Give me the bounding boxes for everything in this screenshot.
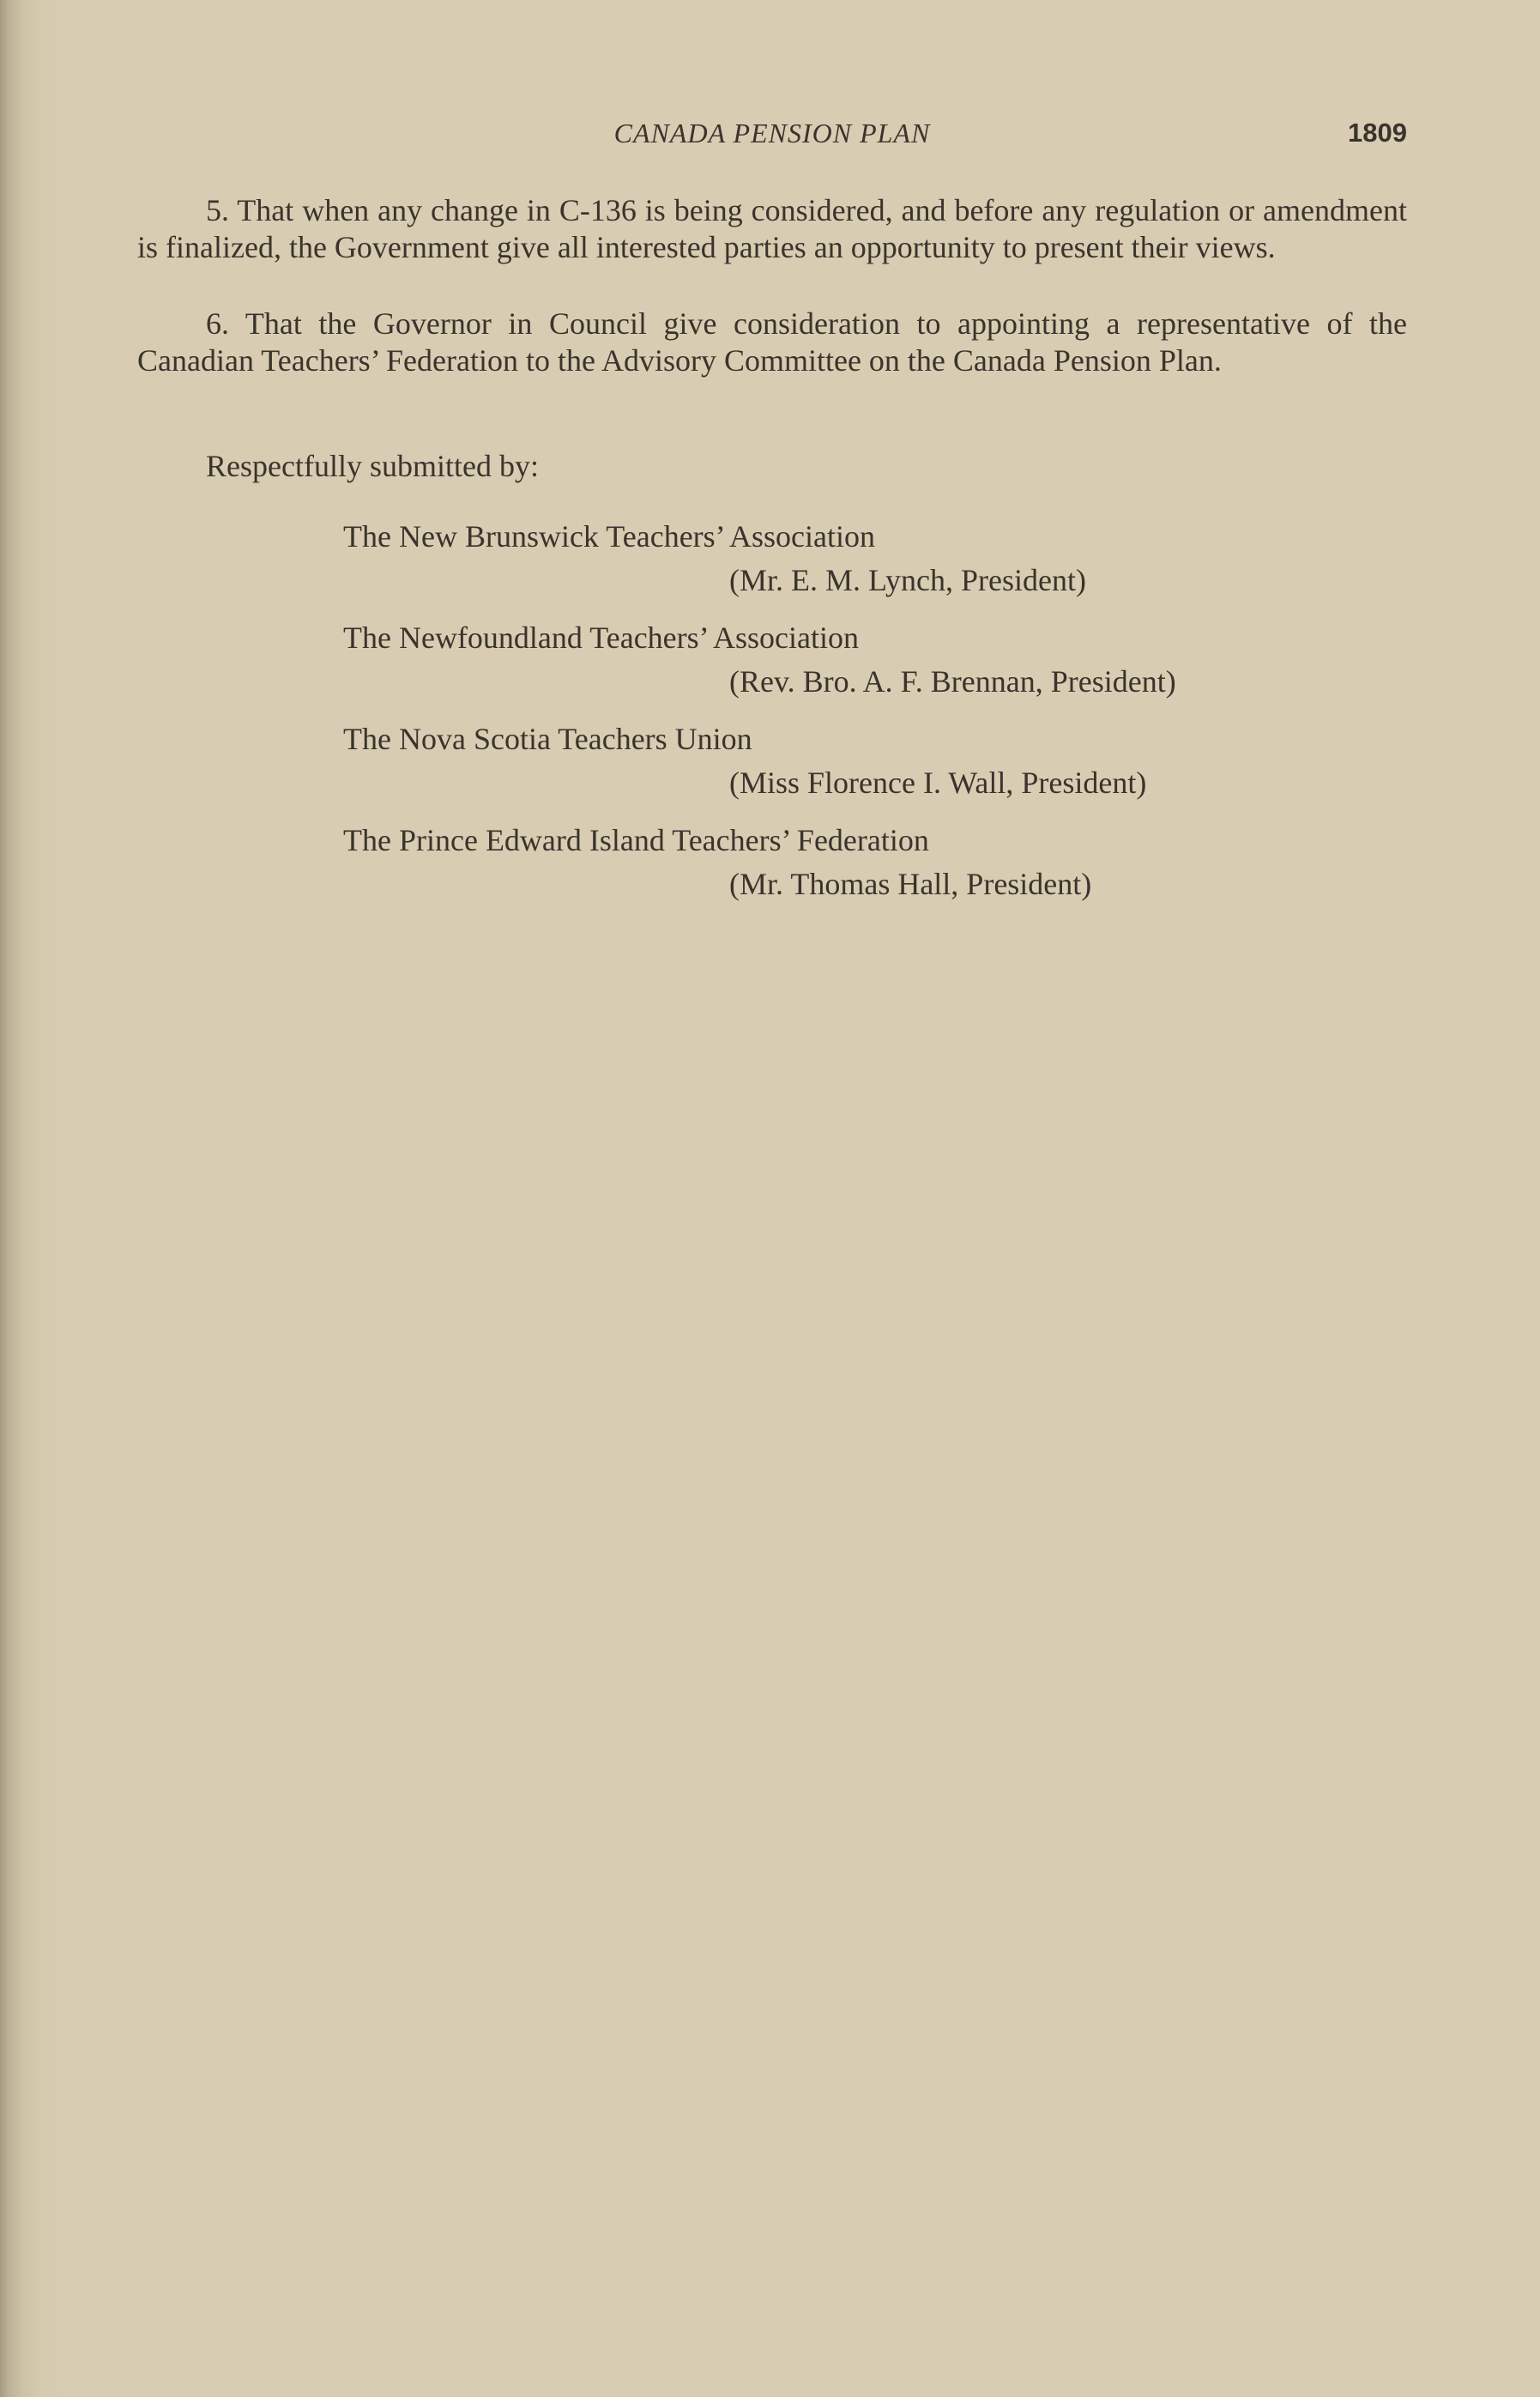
paragraph-text: 6. That the Governor in Council give consideration to appointing a representative of the Canadian Teachers’ Federation to the Advisory Committee on the Canada Pension Plan. xyxy=(137,306,1407,378)
signatory xyxy=(343,721,1373,822)
paragraph-5 xyxy=(137,192,1407,266)
signatory-officer: (Rev. Bro. A. F. Brennan, President) xyxy=(729,664,1176,699)
signatory-organization: The Nova Scotia Teachers Union xyxy=(343,722,752,756)
paragraph-text: 5. That when any change in C-136 is being considered, and before any regulation or amendment is finalized, the Government give all interested parties an opportunity to present their views. xyxy=(137,193,1407,264)
signatory-officer: (Miss Florence I. Wall, President) xyxy=(729,766,1147,800)
running-head xyxy=(137,118,1407,160)
signatory-officer: (Mr. E. M. Lynch, President) xyxy=(729,563,1086,597)
signatory xyxy=(343,822,1373,923)
page-number: 1809 xyxy=(1348,118,1407,148)
signatory-organization: The Prince Edward Island Teachers’ Federation xyxy=(343,823,929,857)
signatory xyxy=(343,620,1373,721)
signatory-officer: (Mr. Thomas Hall, President) xyxy=(729,867,1092,901)
signatory-organization: The New Brunswick Teachers’ Association xyxy=(343,519,875,554)
signatory xyxy=(343,518,1373,620)
running-title: CANADA PENSION PLAN xyxy=(613,118,931,148)
signatory-organization: The Newfoundland Teachers’ Association xyxy=(343,620,859,655)
closing-line: Respectfully submitted by: xyxy=(206,449,539,483)
signatory-list xyxy=(343,518,1373,923)
paragraph-6 xyxy=(137,306,1407,379)
